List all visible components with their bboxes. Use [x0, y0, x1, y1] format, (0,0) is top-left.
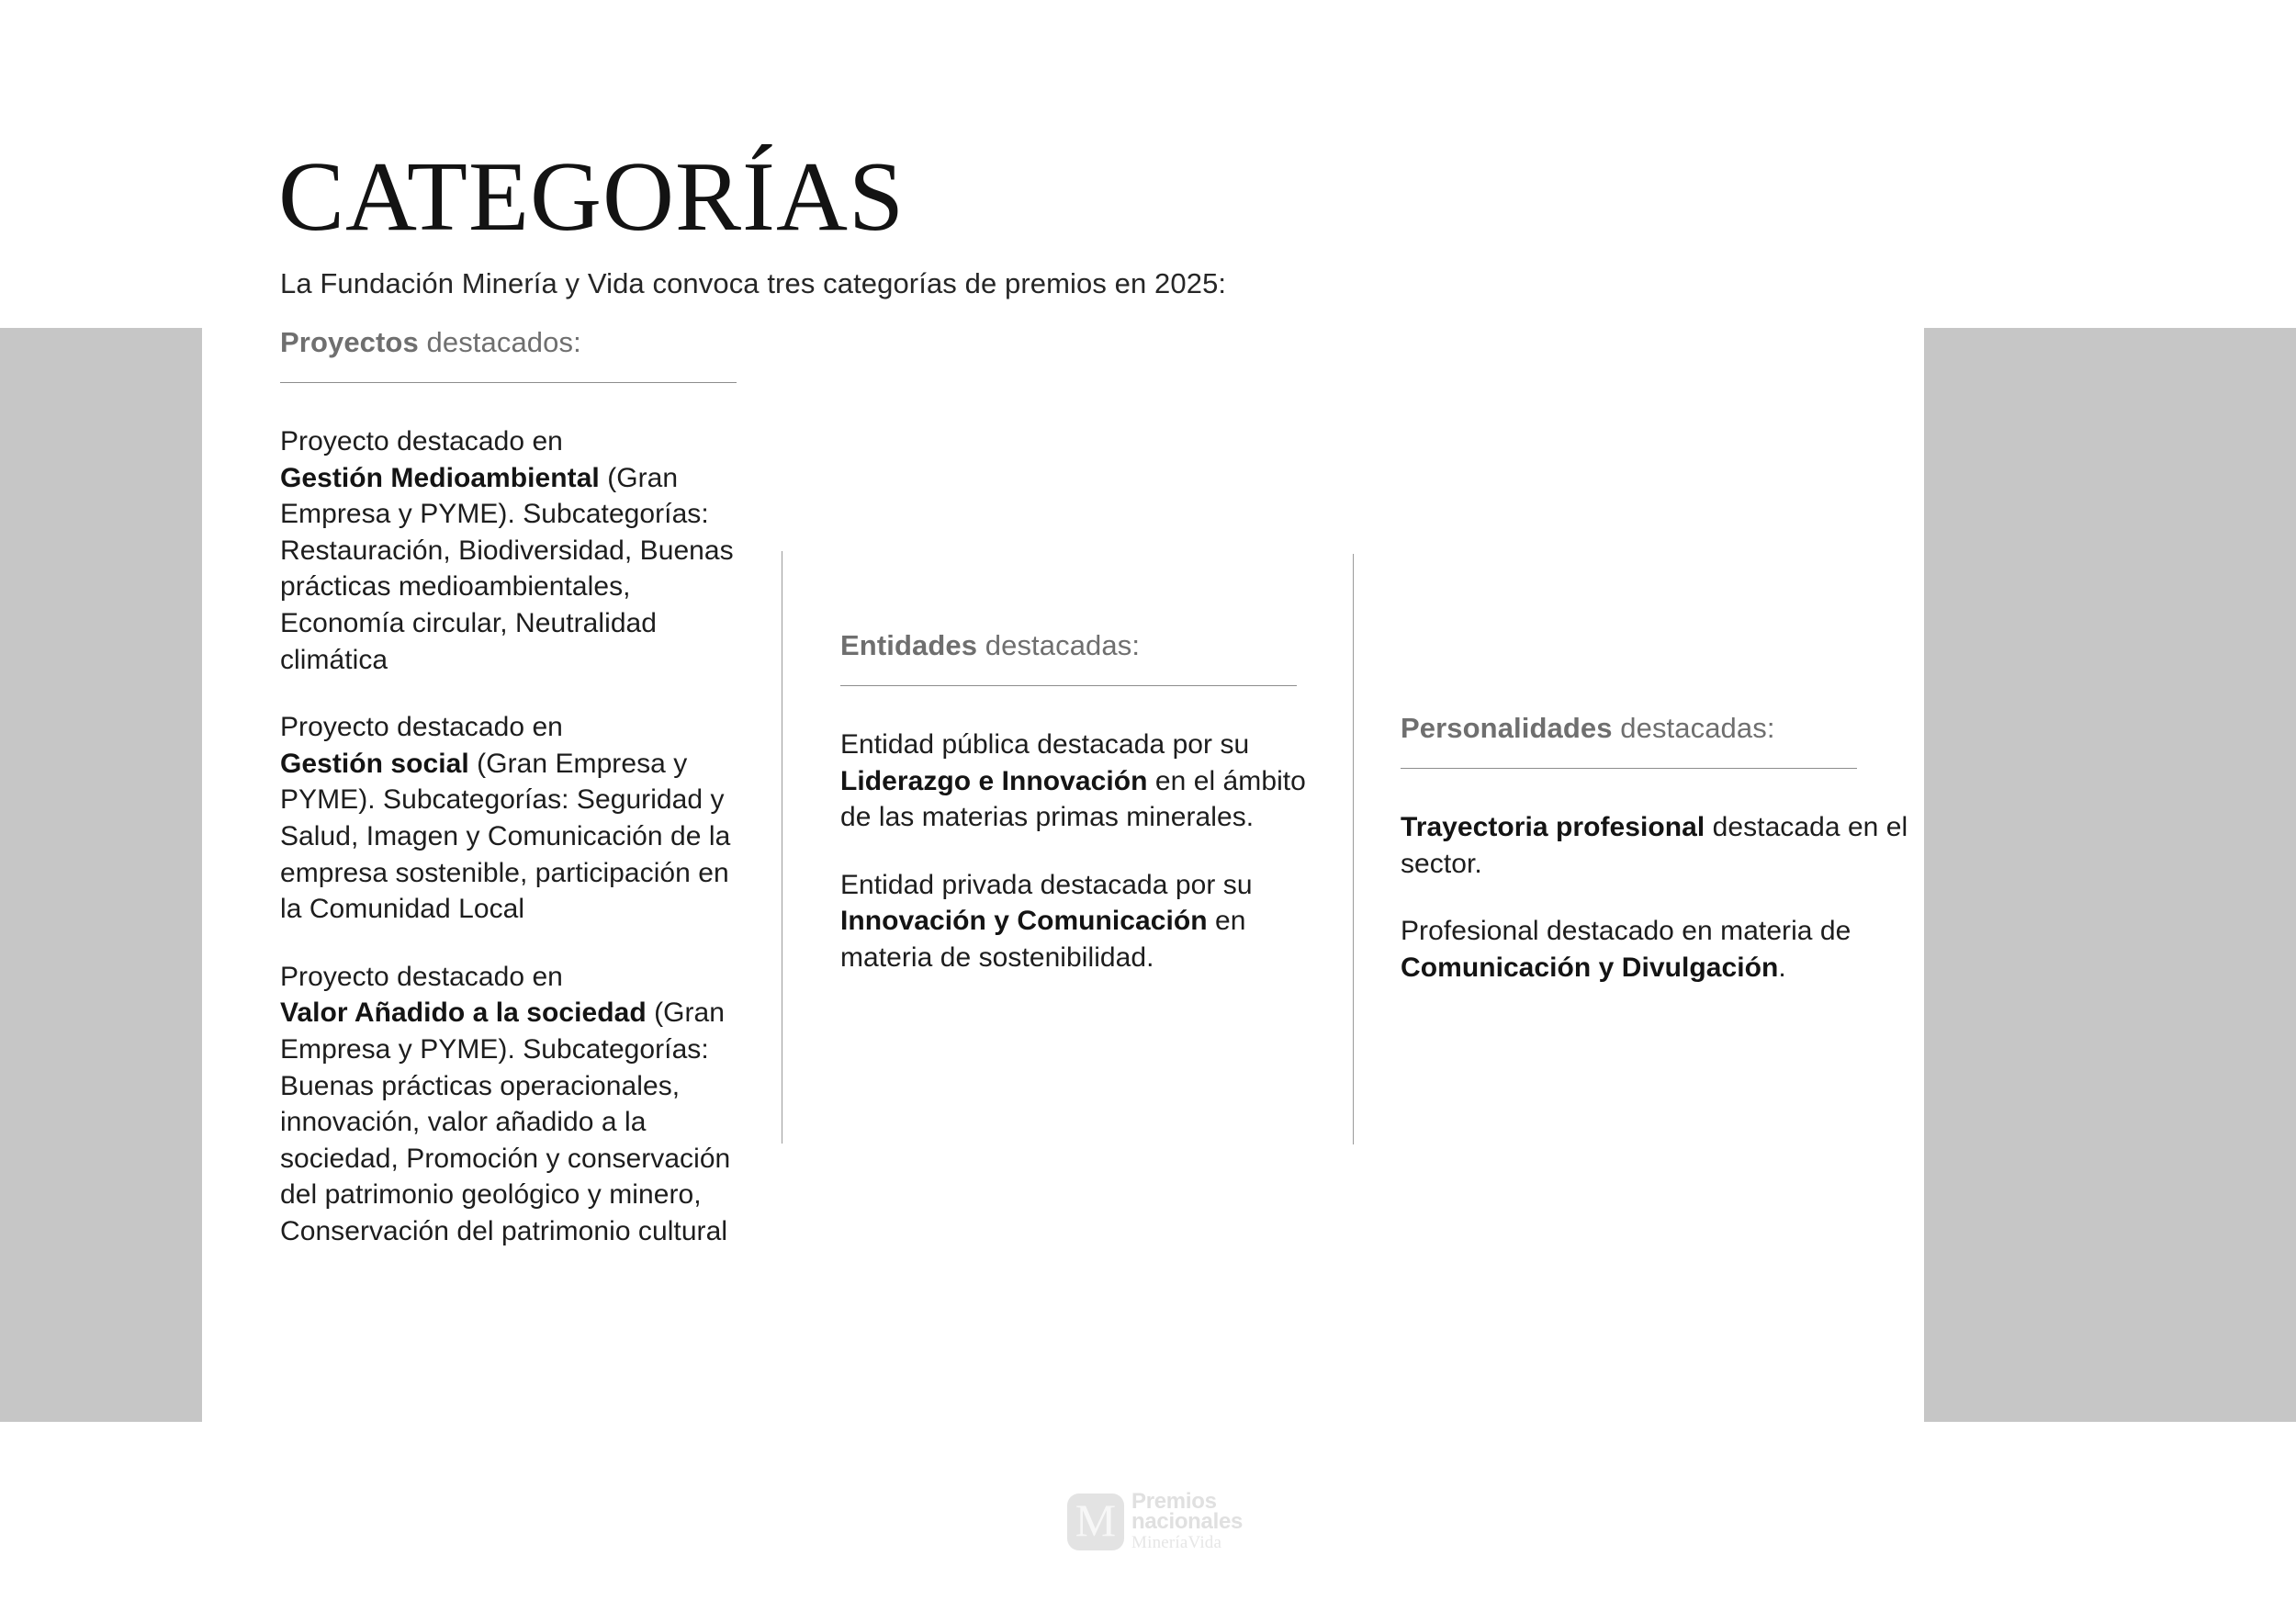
page-title: CATEGORÍAS: [278, 142, 906, 253]
category-rest: en materia de sostenibilidad.: [840, 906, 1246, 973]
column-body-entidades: [840, 727, 1318, 976]
category-rest: destacada en el sector.: [1401, 812, 1908, 879]
page-subtitle: La Fundación Minería y Vida convoca tres categorías de premios en 2025:: [280, 267, 1227, 299]
category-lead: Proyecto destacado en: [280, 961, 563, 992]
category-item: [840, 867, 1318, 976]
column-header-strong: Entidades: [840, 629, 978, 661]
category-rest: .: [1778, 952, 1786, 983]
column-header-strong: Proyectos: [280, 326, 419, 358]
logo-wordmark: [1131, 1489, 1244, 1552]
category-bold: Liderazgo e Innovación: [840, 765, 1148, 796]
category-rest: (Gran Empresa y PYME). Subcategorías: Seguridad y Salud, Imagen y Comunicación de la empresa sostenible, participación en la Comunidad Local: [280, 748, 731, 925]
column-header-rule: [840, 685, 1297, 686]
logo-line-3: MineríaVida: [1131, 1532, 1222, 1552]
category-bold: Valor Añadido a la sociedad: [280, 997, 647, 1029]
column-header-rule: [1401, 768, 1857, 769]
column-body-personalidades: [1401, 809, 1915, 986]
decorative-band-right: [1924, 328, 2296, 1422]
column-header-rest: destacadas:: [1612, 712, 1775, 744]
column-header-rest: destacados:: [418, 326, 581, 358]
column-personalidades: [1401, 712, 1915, 986]
category-item: [840, 727, 1318, 836]
column-header-strong: Personalidades: [1401, 712, 1613, 744]
category-lead: Entidad pública destacada por su: [840, 729, 1250, 760]
logo-mark-icon: [1067, 1493, 1124, 1550]
category-bold: Trayectoria profesional: [1401, 812, 1705, 842]
category-rest: (Gran Empresa y PYME). Subcategorías: Restauración, Biodiversidad, Buenas prácticas medioambientales, Economía circular, Neutralidad climática: [280, 462, 734, 675]
column-header-proyectos: [280, 326, 758, 359]
column-body-proyectos: [280, 423, 758, 1249]
column-proyectos: [280, 326, 758, 1249]
column-header-personalidades: [1401, 712, 1915, 745]
column-header-entidades: [840, 629, 1318, 662]
logo-line-2: nacionales: [1131, 1509, 1244, 1535]
category-bold: Gestión social: [280, 748, 469, 779]
category-bold: Innovación y Comunicación: [840, 906, 1208, 937]
category-bold: Gestión Medioambiental: [280, 462, 600, 493]
column-header-rest: destacadas:: [977, 629, 1141, 661]
category-item: [1401, 913, 1915, 986]
category-item: [1401, 809, 1915, 882]
column-header-rule: [280, 382, 737, 383]
category-item: [280, 959, 758, 1250]
logo-letter: M: [1075, 1493, 1117, 1546]
column-entidades: [840, 629, 1318, 976]
category-lead: Entidad privada destacada por su: [840, 869, 1253, 900]
footer-logo: [1067, 1489, 1244, 1552]
category-bold: Comunicación y Divulgación: [1401, 952, 1779, 983]
category-lead: Proyecto destacado en: [280, 712, 563, 743]
category-item: [280, 709, 758, 928]
category-rest: en el ámbito de las materias primas minerales.: [840, 765, 1306, 833]
category-lead: Profesional destacado en materia de: [1401, 916, 1851, 947]
logo-line-1: Premios: [1131, 1489, 1217, 1514]
category-rest: (Gran Empresa y PYME). Subcategorías: Buenas prácticas operacionales, innovación, valor añadido a la sociedad, Promoción y conservación del patrimonio geológico y minero, Conservación del patrimonio cultural: [280, 997, 731, 1246]
decorative-band-left: [0, 328, 202, 1422]
column-divider-2: [1353, 554, 1354, 1144]
category-item: [280, 423, 758, 678]
category-lead: Proyecto destacado en: [280, 426, 563, 456]
